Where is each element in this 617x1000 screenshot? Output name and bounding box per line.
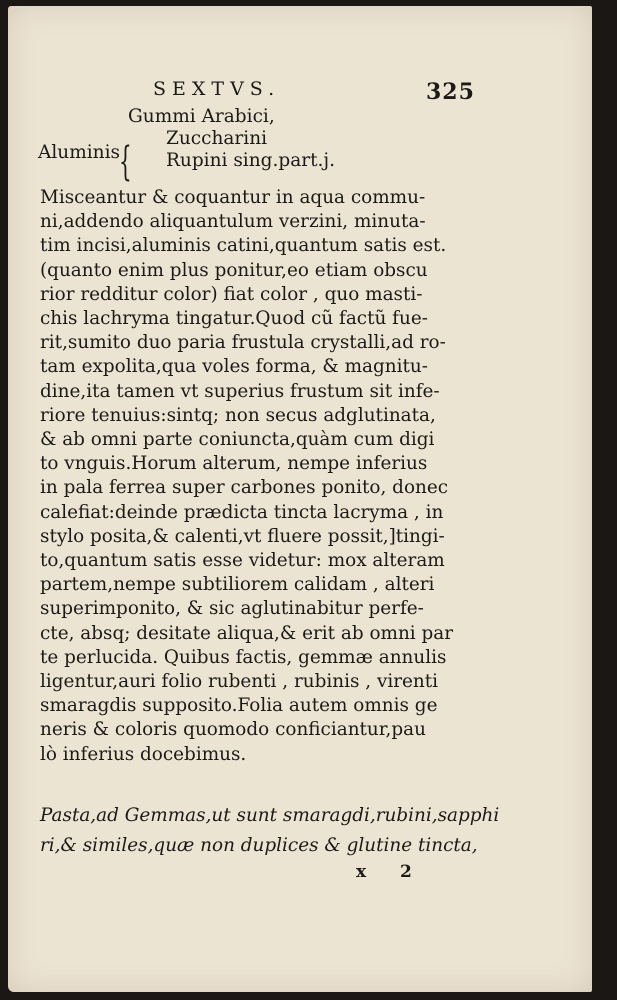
text-line: dine,ita tamen vt superius frustum sit infe- <box>40 380 440 402</box>
text-line: partem,nempe subtiliorem calidam , alteri <box>40 574 435 596</box>
text-line: neris & coloris quomodo conficiantur,pau <box>40 719 426 741</box>
text-line: te perlucida. Quibus factis, gemmæ annulis <box>40 646 447 668</box>
italic-line: ri,& similes,quæ non duplices & glutine tincta, <box>40 835 478 856</box>
page-number: 325 <box>426 79 475 105</box>
text-line: chis lachryma tingatur.Quod cũ factũ fue- <box>40 308 428 330</box>
recipe-line: Rupini sing.part.j. <box>166 150 336 171</box>
recipe-line: Zuccharini <box>166 128 268 149</box>
text-line: (quanto enim plus ponitur,eo etiam obscu <box>40 259 428 281</box>
text-line: Misceantur & coquantur in aqua commu- <box>40 187 426 208</box>
bracket-label: Aluminis <box>38 142 120 163</box>
recipe-list <box>128 106 335 172</box>
text-line: smaragdis supposito.Folia autem omnis ge <box>40 695 438 717</box>
text-line: stylo posita,& calenti,vt fluere possit,]tingi- <box>40 525 445 547</box>
running-title: SEXTVS. <box>153 78 281 100</box>
book-page <box>8 6 592 992</box>
signature-mark: x 2 <box>356 862 426 882</box>
text-line: superimponito, & sic aglutinabitur perfe- <box>40 598 424 620</box>
text-line: calefiat:deinde prædicta tincta lacryma , in <box>40 501 444 523</box>
text-line: tam expolita,qua voles forma, & magnitu- <box>40 356 428 378</box>
text-line: to,quantum satis esse videtur: mox alteram <box>40 550 445 572</box>
italic-line: Pasta,ad Gemmas,ut sunt smaragdi,rubini,sapphi <box>40 805 500 826</box>
text-line: lò inferius docebimus. <box>40 743 247 765</box>
text-line: riore tenuius:sintq; non secus adglutinata, <box>40 404 436 426</box>
body-text <box>40 186 464 767</box>
italic-heading <box>40 801 499 861</box>
brace-glyph: { <box>119 139 132 185</box>
text-line: in pala ferrea super carbones ponito, donec <box>40 477 449 499</box>
text-line: tim incisi,aluminis catini,quantum satis est. <box>40 235 447 257</box>
text-line: to vnguis.Horum alterum, nempe inferius <box>40 453 428 475</box>
text-line: ni,addendo aliquantulum verzini, minuta- <box>40 211 426 233</box>
text-line: rit,sumito duo paria frustula crystalli,ad ro- <box>40 332 446 354</box>
text-line: ligentur,auri folio rubenti , rubinis , virenti <box>40 671 439 693</box>
text-line: rior redditur color) fiat color , quo masti- <box>40 283 423 305</box>
text-line: & ab omni parte coniuncta,quàm cum digi <box>40 429 435 451</box>
text-line: cte, absq; desitate aliqua,& erit ab omni par <box>40 622 454 644</box>
recipe-line: Gummi Arabici, <box>128 106 275 127</box>
